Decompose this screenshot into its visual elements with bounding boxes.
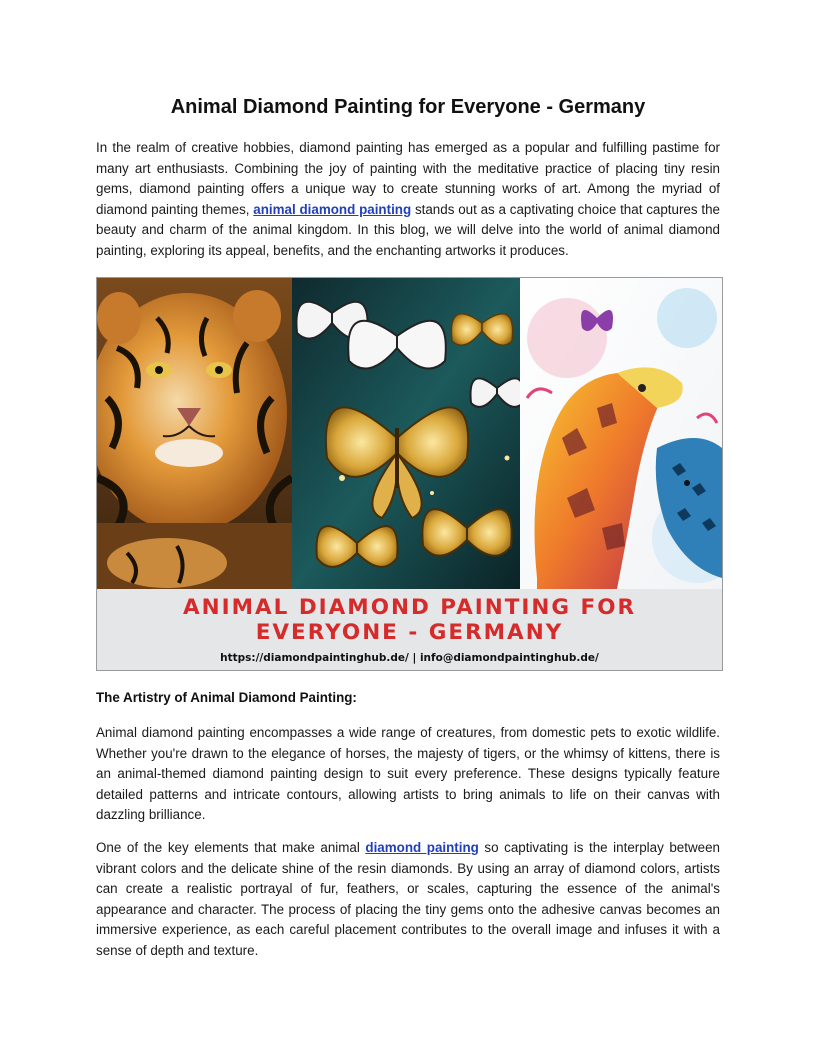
- document-title: Animal Diamond Painting for Everyone - Germany: [170, 96, 646, 118]
- colors-text-start: One of the key elements that make animal: [96, 840, 366, 855]
- intro-paragraph: [96, 138, 720, 262]
- tiger-panel: [97, 278, 292, 589]
- butterfly-panel: [292, 278, 523, 589]
- banner-image: [96, 277, 723, 671]
- animal-diamond-painting-link[interactable]: animal diamond painting: [253, 201, 412, 217]
- banner-caption: [97, 589, 722, 670]
- artistry-paragraph: Animal diamond painting encompasses a wide range of creatures, from domestic pets to exotic wildlife. Whether you're drawn to the elegance of horses, the majesty of tigers, or the whimsy of kittens, there is an animal-themed diamond painting design to suit every preference. These designs typically feature detailed patterns and intricate contours, allowing artists to bring animals to life on their canvas with dazzling brilliance.: [96, 725, 720, 823]
- banner-title-line2: EVERYONE - GERMANY: [255, 620, 564, 645]
- intro-text-start: In the realm of creative hobbies, diamond painting has emerged as a popular and fulfilling pastime for many art enthusiasts. Combining the joy of painting with the meditative practice of placing tiny resin gems, diamond painting offers a unique way to create stunning works of art. Among the myriad of diamond painting themes,: [96, 140, 720, 217]
- banner-title-line1: ANIMAL DIAMOND PAINTING FOR: [182, 595, 637, 620]
- intro-text-end: stands out as a captivating choice that captures the beauty and charm of the animal kingdom. In this blog, we will delve into the world of animal diamond painting, exploring its appeal, benefits, and the enchanting artworks it produces.: [96, 201, 720, 258]
- section-heading: The Artistry of Animal Diamond Painting:: [96, 690, 357, 705]
- colors-text-end: so captivating is the interplay between vibrant colors and the delicate shine of the resin diamonds. By using an array of diamond colors, artists can create a realistic portrayal of fur, feathers, or scales, capturing the essence of the animal's appearance and character. The process of placing the tiny gems onto the adhesive canvas becomes an immersive experience, as each careful placement contributes to the overall image and infuses it with a sense of depth and texture.: [96, 840, 720, 958]
- giraffe-panel: [520, 278, 722, 589]
- banner-contact: https://diamondpaintinghub.de/ | info@diamondpaintinghub.de/: [220, 652, 599, 664]
- colors-paragraph: [96, 838, 720, 962]
- diamond-painting-link[interactable]: diamond painting: [365, 840, 479, 855]
